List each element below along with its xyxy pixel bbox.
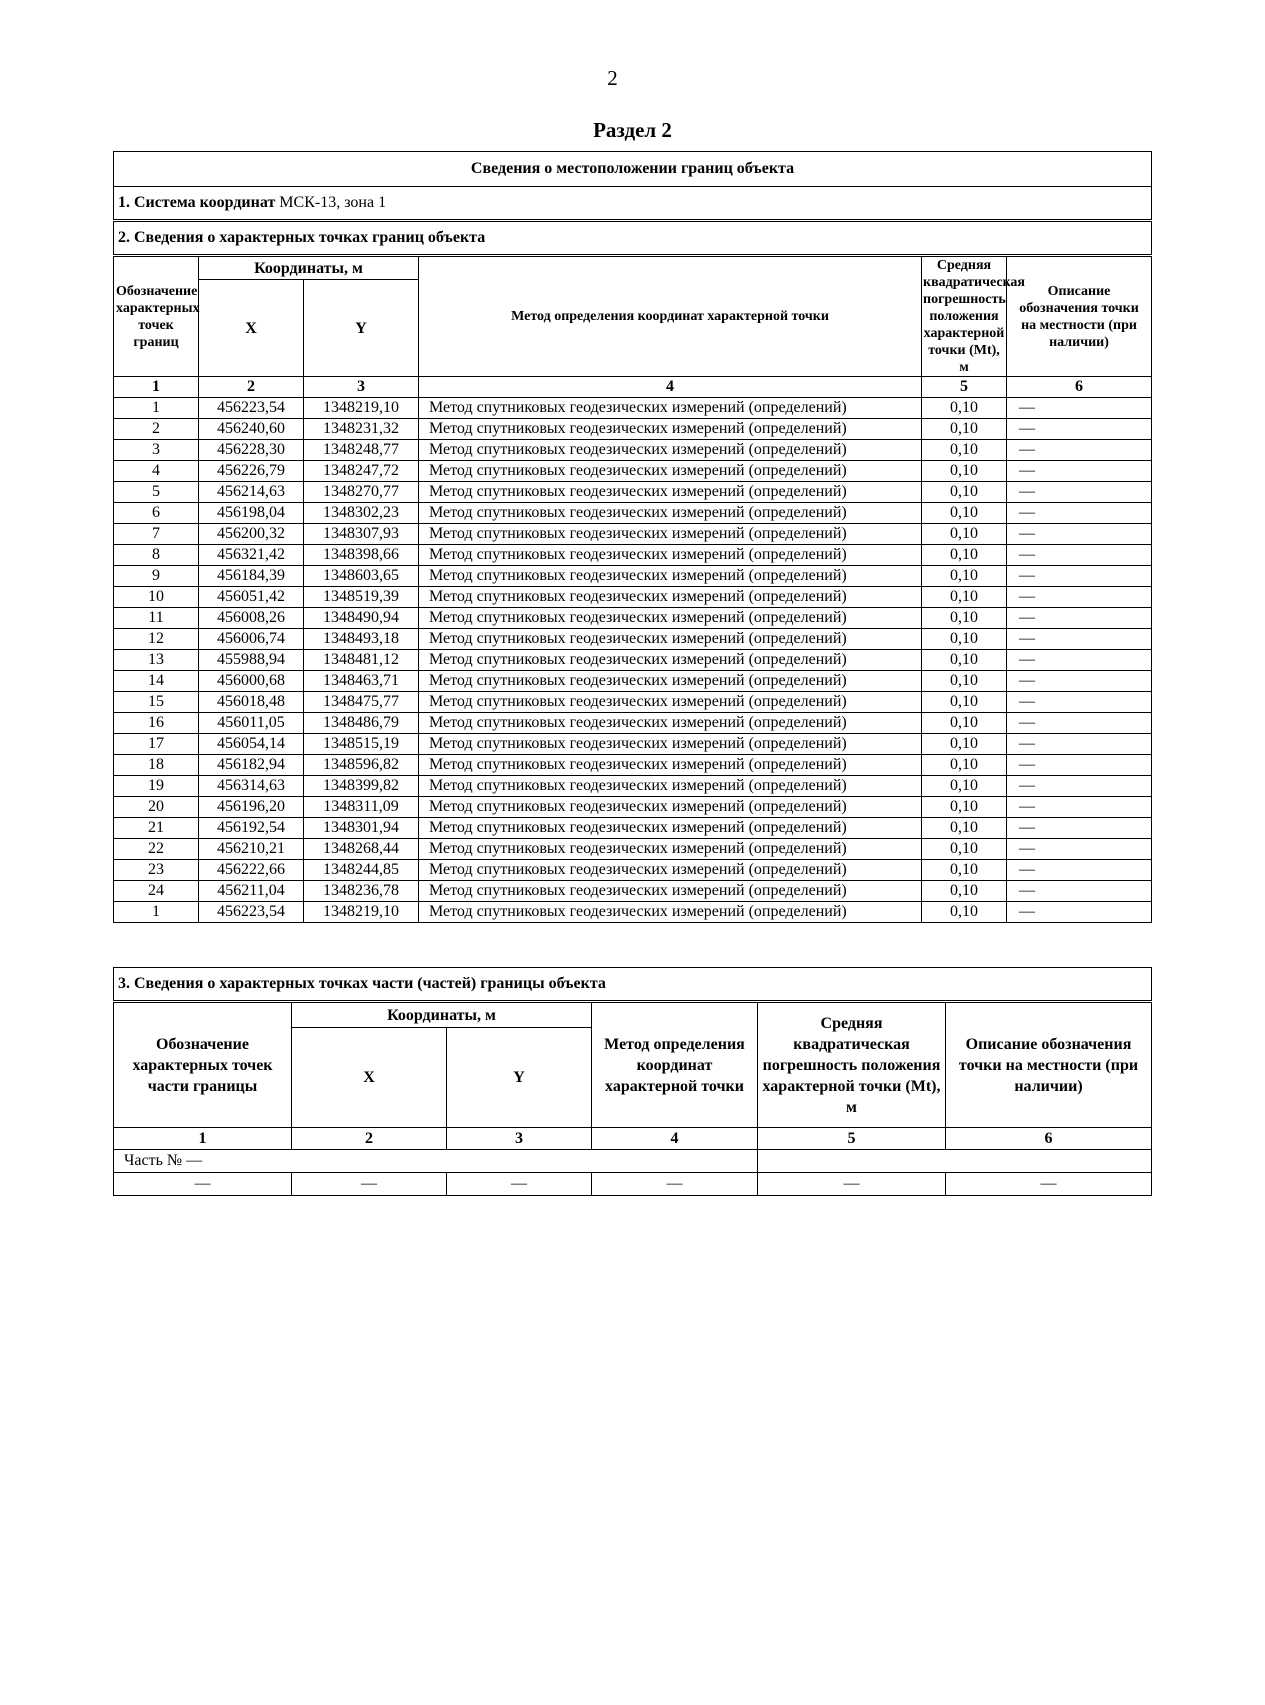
method-cell: Метод спутниковых геодезических измерений (определений) [419, 776, 922, 797]
coord-y: 1348307,93 [304, 524, 419, 545]
part-header-y: Y [447, 1028, 592, 1128]
coord-y: 1348247,72 [304, 461, 419, 482]
table-row [114, 797, 1152, 818]
coord-x: 456314,63 [199, 776, 304, 797]
coord-x: 456200,32 [199, 524, 304, 545]
table-row [114, 713, 1152, 734]
description-cell: — [1007, 440, 1152, 461]
description-cell: — [1007, 818, 1152, 839]
coord-y: 1348302,23 [304, 503, 419, 524]
error-cell: 0,10 [922, 776, 1007, 797]
part-header-coords: Координаты, м [292, 1002, 592, 1028]
header-description: Описание обозначения точки на местности (при наличии) [1007, 256, 1152, 377]
point-number: 5 [114, 482, 199, 503]
error-cell: 0,10 [922, 587, 1007, 608]
coord-x: 456018,48 [199, 692, 304, 713]
method-cell: Метод спутниковых геодезических измерений (определений) [419, 734, 922, 755]
coord-x: 456182,94 [199, 755, 304, 776]
error-cell: 0,10 [922, 671, 1007, 692]
error-cell: 0,10 [922, 440, 1007, 461]
part-header-description: Описание обозначения точки на местности (при наличии) [946, 1002, 1152, 1128]
point-number: 12 [114, 629, 199, 650]
coord-x: 456000,68 [199, 671, 304, 692]
point-number: 20 [114, 797, 199, 818]
point-number: 21 [114, 818, 199, 839]
col-number: 6 [1007, 377, 1152, 398]
part-dash-cell: — [292, 1173, 447, 1196]
coord-y: 1348398,66 [304, 545, 419, 566]
method-cell: Метод спутниковых геодезических измерений (определений) [419, 440, 922, 461]
coord-x: 456198,04 [199, 503, 304, 524]
description-cell: — [1007, 692, 1152, 713]
method-cell: Метод спутниковых геодезических измерений (определений) [419, 902, 922, 923]
coord-y: 1348493,18 [304, 629, 419, 650]
coord-y: 1348596,82 [304, 755, 419, 776]
coord-system-value: МСК-13, зона 1 [279, 194, 387, 211]
coord-y: 1348231,32 [304, 419, 419, 440]
description-cell: — [1007, 797, 1152, 818]
col-number: 5 [922, 377, 1007, 398]
error-cell: 0,10 [922, 839, 1007, 860]
coord-y: 1348475,77 [304, 692, 419, 713]
part-dash-cell: — [946, 1173, 1152, 1196]
coord-x: 456214,63 [199, 482, 304, 503]
table-row [114, 482, 1152, 503]
point-number: 15 [114, 692, 199, 713]
coord-x: 455988,94 [199, 650, 304, 671]
coord-y: 1348603,65 [304, 566, 419, 587]
coord-y: 1348236,78 [304, 881, 419, 902]
part-col-number: 5 [758, 1128, 946, 1150]
coord-x: 456184,39 [199, 566, 304, 587]
error-cell: 0,10 [922, 692, 1007, 713]
point-number: 2 [114, 419, 199, 440]
coord-y: 1348486,79 [304, 713, 419, 734]
table-row [114, 587, 1152, 608]
point-number: 19 [114, 776, 199, 797]
table-row [114, 545, 1152, 566]
table-row [114, 608, 1152, 629]
point-number: 22 [114, 839, 199, 860]
error-cell: 0,10 [922, 755, 1007, 776]
coord-system-label: 1. Система координат [118, 194, 276, 211]
header-method: Метод определения координат характерной точки [419, 256, 922, 377]
point-number: 1 [114, 398, 199, 419]
coord-y: 1348311,09 [304, 797, 419, 818]
part-label-empty [758, 1150, 1152, 1173]
table-row [114, 440, 1152, 461]
description-cell: — [1007, 776, 1152, 797]
coord-y: 1348490,94 [304, 608, 419, 629]
table-row [114, 776, 1152, 797]
table-row [114, 650, 1152, 671]
header-designation: Обозначение характерных точек границ [114, 256, 199, 377]
part-points-table [113, 967, 1152, 1196]
table-row [114, 503, 1152, 524]
coord-x: 456228,30 [199, 440, 304, 461]
points-table-body [114, 377, 1152, 923]
description-cell: — [1007, 713, 1152, 734]
coord-x: 456223,54 [199, 902, 304, 923]
error-cell: 0,10 [922, 545, 1007, 566]
description-cell: — [1007, 608, 1152, 629]
description-cell: — [1007, 482, 1152, 503]
error-cell: 0,10 [922, 461, 1007, 482]
part-col-number: 1 [114, 1128, 292, 1150]
error-cell: 0,10 [922, 734, 1007, 755]
col-number: 1 [114, 377, 199, 398]
error-cell: 0,10 [922, 713, 1007, 734]
coord-y: 1348268,44 [304, 839, 419, 860]
method-cell: Метод спутниковых геодезических измерений (определений) [419, 671, 922, 692]
table-row [114, 755, 1152, 776]
error-cell: 0,10 [922, 419, 1007, 440]
point-number: 23 [114, 860, 199, 881]
coord-x: 456223,54 [199, 398, 304, 419]
description-cell: — [1007, 419, 1152, 440]
part-label: Часть № — [114, 1150, 758, 1173]
table-row [114, 839, 1152, 860]
error-cell: 0,10 [922, 482, 1007, 503]
coord-x: 456008,26 [199, 608, 304, 629]
table-row [114, 902, 1152, 923]
error-cell: 0,10 [922, 902, 1007, 923]
point-number: 24 [114, 881, 199, 902]
method-cell: Метод спутниковых геодезических измерений (определений) [419, 839, 922, 860]
header-error: Средняя квадратическая погрешность положения характерной точки (Mt), м [922, 256, 1007, 377]
coord-y: 1348270,77 [304, 482, 419, 503]
column-number-row [114, 377, 1152, 398]
table-row [114, 398, 1152, 419]
description-cell: — [1007, 734, 1152, 755]
header-y: Y [304, 280, 419, 377]
error-cell: 0,10 [922, 398, 1007, 419]
description-cell: — [1007, 566, 1152, 587]
part-col-number: 6 [946, 1128, 1152, 1150]
point-number: 10 [114, 587, 199, 608]
table-row [114, 881, 1152, 902]
method-cell: Метод спутниковых геодезических измерений (определений) [419, 860, 922, 881]
coord-x: 456211,04 [199, 881, 304, 902]
point-number: 8 [114, 545, 199, 566]
part-header-error: Средняя квадратическая погрешность положения характерной точки (Mt), м [758, 1002, 946, 1128]
method-cell: Метод спутниковых геодезических измерений (определений) [419, 419, 922, 440]
part-dash-cell: — [447, 1173, 592, 1196]
description-cell: — [1007, 629, 1152, 650]
point-number: 7 [114, 524, 199, 545]
header-coords: Координаты, м [199, 256, 419, 280]
table-row [114, 566, 1152, 587]
table-row [114, 671, 1152, 692]
boundary-points-table [113, 151, 1152, 923]
method-cell: Метод спутниковых геодезических измерений (определений) [419, 629, 922, 650]
coord-system-row [114, 187, 1152, 221]
table-row [114, 692, 1152, 713]
description-cell: — [1007, 545, 1152, 566]
method-cell: Метод спутниковых геодезических измерений (определений) [419, 503, 922, 524]
coord-y: 1348463,71 [304, 671, 419, 692]
description-cell: — [1007, 650, 1152, 671]
part-col-number: 4 [592, 1128, 758, 1150]
point-number: 16 [114, 713, 199, 734]
point-number: 13 [114, 650, 199, 671]
table-row [114, 818, 1152, 839]
description-cell: — [1007, 524, 1152, 545]
method-cell: Метод спутниковых геодезических измерений (определений) [419, 797, 922, 818]
coord-x: 456210,21 [199, 839, 304, 860]
col-number: 4 [419, 377, 922, 398]
point-number: 6 [114, 503, 199, 524]
coord-x: 456011,05 [199, 713, 304, 734]
table-row [114, 419, 1152, 440]
method-cell: Метод спутниковых геодезических измерений (определений) [419, 818, 922, 839]
coord-x: 456054,14 [199, 734, 304, 755]
coord-y: 1348248,77 [304, 440, 419, 461]
description-cell: — [1007, 860, 1152, 881]
page-number: 2 [607, 66, 618, 90]
coord-x: 456192,54 [199, 818, 304, 839]
point-number: 3 [114, 440, 199, 461]
part-dash-cell: — [758, 1173, 946, 1196]
description-cell: — [1007, 587, 1152, 608]
description-cell: — [1007, 839, 1152, 860]
point-number: 17 [114, 734, 199, 755]
points-heading: 2. Сведения о характерных точках границ объекта [114, 221, 1152, 256]
description-cell: — [1007, 503, 1152, 524]
coord-y: 1348219,10 [304, 398, 419, 419]
part-heading: 3. Сведения о характерных точках части (частей) границы объекта [114, 968, 1152, 1002]
coord-y: 1348519,39 [304, 587, 419, 608]
method-cell: Метод спутниковых геодезических измерений (определений) [419, 398, 922, 419]
description-cell: — [1007, 461, 1152, 482]
method-cell: Метод спутниковых геодезических измерений (определений) [419, 566, 922, 587]
description-cell: — [1007, 398, 1152, 419]
method-cell: Метод спутниковых геодезических измерений (определений) [419, 713, 922, 734]
method-cell: Метод спутниковых геодезических измерений (определений) [419, 482, 922, 503]
header-x: X [199, 280, 304, 377]
part-col-number: 2 [292, 1128, 447, 1150]
table-row [114, 629, 1152, 650]
coord-x: 456226,79 [199, 461, 304, 482]
error-cell: 0,10 [922, 629, 1007, 650]
method-cell: Метод спутниковых геодезических измерений (определений) [419, 545, 922, 566]
description-cell: — [1007, 671, 1152, 692]
description-cell: — [1007, 902, 1152, 923]
method-cell: Метод спутниковых геодезических измерений (определений) [419, 524, 922, 545]
coord-y: 1348515,19 [304, 734, 419, 755]
coord-y: 1348481,12 [304, 650, 419, 671]
error-cell: 0,10 [922, 818, 1007, 839]
point-number: 11 [114, 608, 199, 629]
method-cell: Метод спутниковых геодезических измерений (определений) [419, 461, 922, 482]
part-header-x: X [292, 1028, 447, 1128]
coord-x: 456321,42 [199, 545, 304, 566]
error-cell: 0,10 [922, 881, 1007, 902]
coord-x: 456222,66 [199, 860, 304, 881]
coord-y: 1348399,82 [304, 776, 419, 797]
method-cell: Метод спутниковых геодезических измерений (определений) [419, 650, 922, 671]
error-cell: 0,10 [922, 797, 1007, 818]
method-cell: Метод спутниковых геодезических измерений (определений) [419, 692, 922, 713]
coord-x: 456051,42 [199, 587, 304, 608]
coord-x: 456196,20 [199, 797, 304, 818]
part-dash-cell: — [592, 1173, 758, 1196]
method-cell: Метод спутниковых геодезических измерений (определений) [419, 608, 922, 629]
part-header-method: Метод определения координат характерной точки [592, 1002, 758, 1128]
error-cell: 0,10 [922, 566, 1007, 587]
description-cell: — [1007, 755, 1152, 776]
description-cell: — [1007, 881, 1152, 902]
point-number: 9 [114, 566, 199, 587]
method-cell: Метод спутниковых геодезических измерений (определений) [419, 587, 922, 608]
error-cell: 0,10 [922, 608, 1007, 629]
table-row [114, 734, 1152, 755]
section-title: Раздел 2 [593, 118, 672, 142]
error-cell: 0,10 [922, 524, 1007, 545]
coord-x: 456240,60 [199, 419, 304, 440]
error-cell: 0,10 [922, 503, 1007, 524]
coord-y: 1348244,85 [304, 860, 419, 881]
point-number: 14 [114, 671, 199, 692]
col-number: 2 [199, 377, 304, 398]
part-col-number: 3 [447, 1128, 592, 1150]
error-cell: 0,10 [922, 650, 1007, 671]
coord-x: 456006,74 [199, 629, 304, 650]
coord-y: 1348301,94 [304, 818, 419, 839]
method-cell: Метод спутниковых геодезических измерений (определений) [419, 881, 922, 902]
col-number: 3 [304, 377, 419, 398]
method-cell: Метод спутниковых геодезических измерений (определений) [419, 755, 922, 776]
coord-y: 1348219,10 [304, 902, 419, 923]
error-cell: 0,10 [922, 860, 1007, 881]
table-title: Сведения о местоположении границ объекта [114, 152, 1152, 187]
table-row [114, 860, 1152, 881]
part-dash-cell: — [114, 1173, 292, 1196]
part-header-designation: Обозначение характерных точек части границы [114, 1002, 292, 1128]
table-row [114, 524, 1152, 545]
table-row [114, 461, 1152, 482]
point-number: 18 [114, 755, 199, 776]
point-number: 1 [114, 902, 199, 923]
point-number: 4 [114, 461, 199, 482]
